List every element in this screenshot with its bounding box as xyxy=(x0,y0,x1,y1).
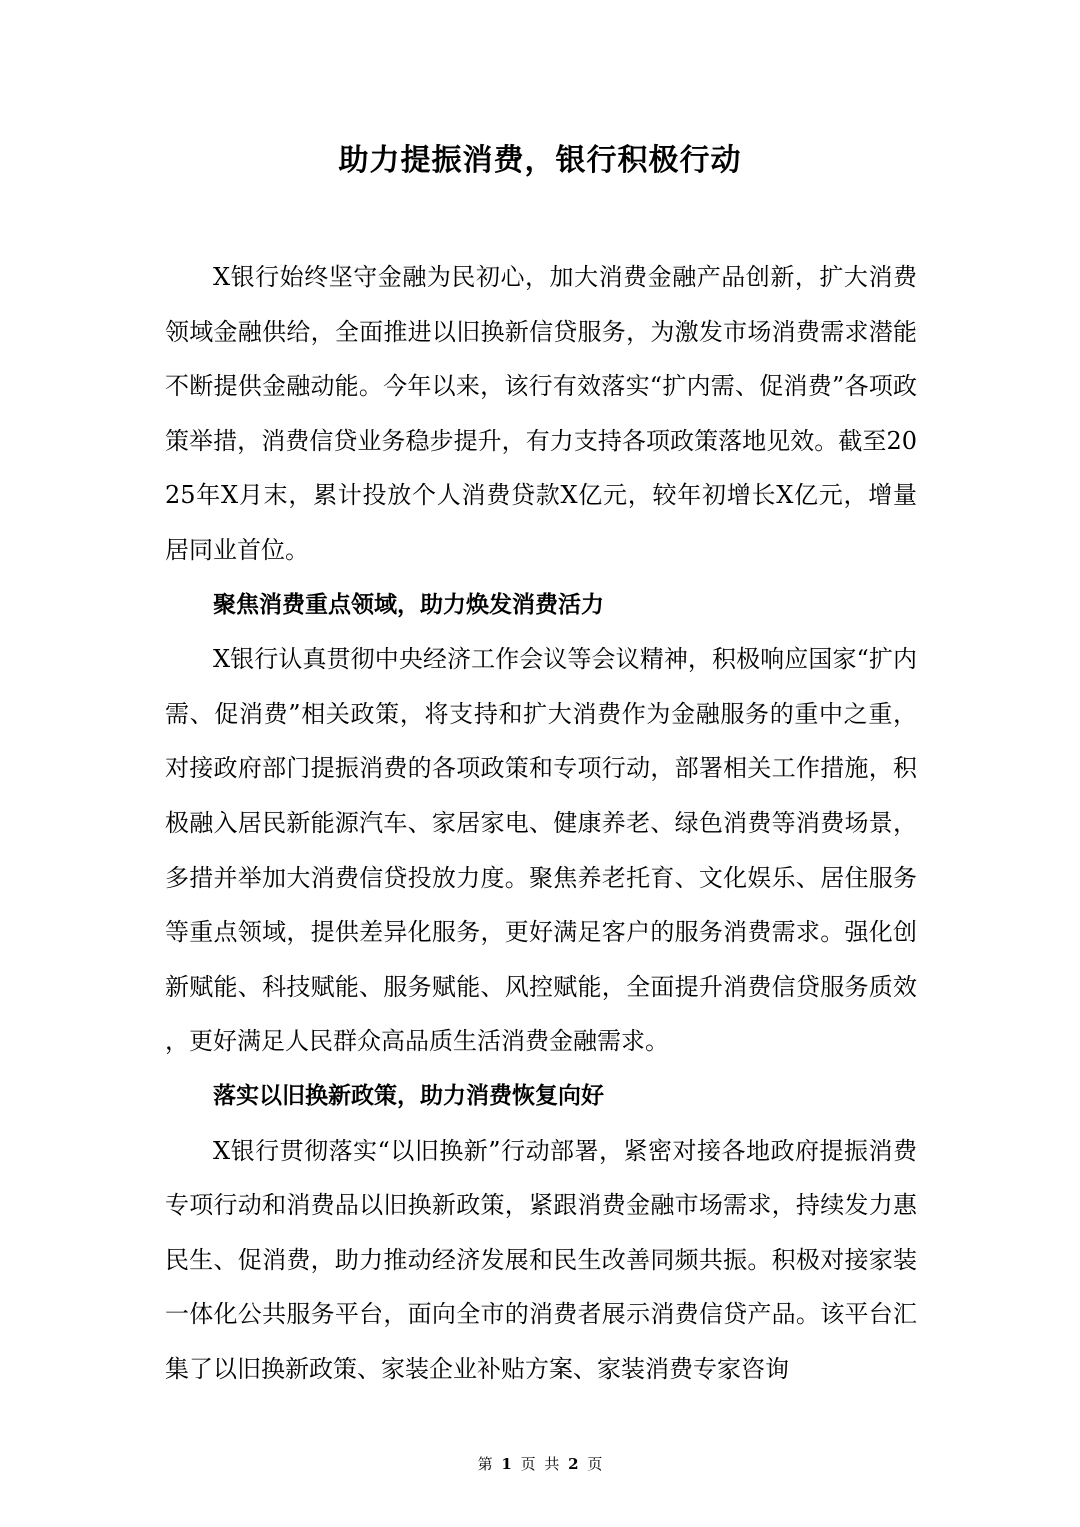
footer-prefix: 第 xyxy=(477,1455,493,1473)
document-title: 助力提振消费，银行积极行动 xyxy=(338,143,742,178)
document-body xyxy=(165,250,917,1396)
section-heading-focus-areas: 聚焦消费重点领域，助力焕发消费活力 xyxy=(213,591,604,618)
page-footer xyxy=(0,1454,1080,1474)
paragraph-focus-areas: X银行认真贯彻中央经济工作会议等会议精神，积极响应国家“扩内需、促消费”相关政策，将支持和扩大消费作为金融服务的重中之重，对接政府部门提振消费的各项政策和专项行动，部署相关工作措施，积极融入居民新能源汽车、家居家电、健康养老、绿色消费等消费场景，多措并举加大消费信贷投放力度。聚焦养老托育、文化娱乐、居住服务等重点领域，提供差异化服务，更好满足客户的服务消费需求。强化创新赋能、科技赋能、服务赋能、风控赋能，全面提升消费信贷服务质效，更好满足人民群众高品质生活消费金融需求。 xyxy=(165,645,917,1056)
footer-total-pages: 2 xyxy=(568,1455,579,1473)
section-heading-trade-in-policy: 落实以旧换新政策，助力消费恢复向好 xyxy=(213,1082,604,1109)
paragraph-intro: X银行始终坚守金融为民初心，加大消费金融产品创新，扩大消费领域金融供给，全面推进以旧换新信贷服务，为激发市场消费需求潜能不断提供金融动能。今年以来，该行有效落实“扩内需、促消费”各项政策举措，消费信贷业务稳步提升，有力支持各项政策落地见效。截至2025年X月末，累计投放个人消费贷款X亿元，较年初增长X亿元，增量居同业首位。 xyxy=(165,263,917,564)
footer-suffix: 页 xyxy=(587,1455,603,1473)
paragraph-trade-in-policy: X银行贯彻落实“以旧换新”行动部署，紧密对接各地政府提振消费专项行动和消费品以旧换新政策，紧跟消费金融市场需求，持续发力惠民生、促消费，助力推动经济发展和民生改善同频共振。积极对接家装一体化公共服务平台，面向全市的消费者展示消费信贷产品。该平台汇集了以旧换新政策、家装企业补贴方案、家装消费专家咨询 xyxy=(165,1136,917,1383)
footer-current-page: 1 xyxy=(501,1455,512,1473)
footer-middle: 页 共 xyxy=(520,1455,560,1473)
